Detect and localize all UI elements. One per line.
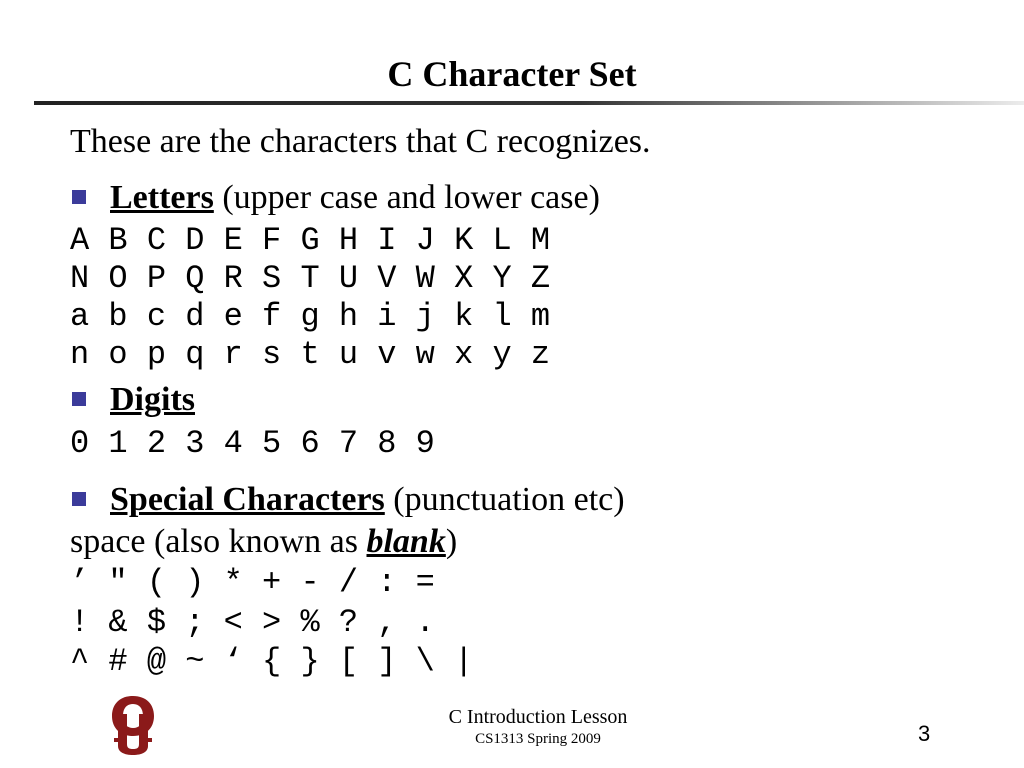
space-prefix: space (also known as: [70, 523, 367, 560]
bullet-square-icon: [72, 492, 86, 506]
intro-text: These are the characters that C recognizes.: [70, 123, 651, 160]
footer-course: C Introduction Lesson: [448, 706, 628, 728]
letters-bullet: [72, 176, 600, 220]
digits-line: 0 1 2 3 4 5 6 7 8 9: [70, 425, 435, 462]
letters-line-1: A B C D E F G H I J K L M: [70, 222, 551, 259]
digits-heading: Digits: [110, 381, 195, 418]
space-line: [70, 520, 457, 564]
title-divider: [34, 101, 1024, 105]
letters-heading: Letters: [110, 179, 214, 216]
special-line-3: ^ # @ ~ ‘ { } [ ] \ |: [70, 643, 474, 680]
slide-title: C Character Set: [387, 54, 637, 94]
space-suffix: ): [445, 523, 458, 560]
special-note: (punctuation etc): [384, 481, 625, 518]
special-heading: Special Characters: [110, 481, 385, 518]
letters-line-4: n o p q r s t u v w x y z: [70, 336, 551, 373]
special-bullet: [72, 478, 625, 522]
bullet-square-icon: [72, 190, 86, 204]
letters-note: (upper case and lower case): [213, 179, 600, 216]
digits-bullet: [72, 378, 195, 422]
special-line-2: ! & $ ; < > % ? , .: [70, 604, 435, 641]
special-line-1: ’ " ( ) * + - / : =: [70, 564, 435, 601]
bullet-square-icon: [72, 392, 86, 406]
ou-logo-icon: [108, 694, 158, 756]
page-number: 3: [918, 721, 931, 746]
footer-term: CS1313 Spring 2009: [475, 731, 601, 747]
footer: [388, 705, 688, 749]
letters-line-2: N O P Q R S T U V W X Y Z: [70, 260, 551, 297]
letters-line-3: a b c d e f g h i j k l m: [70, 298, 551, 335]
blank-term: blank: [366, 523, 446, 560]
